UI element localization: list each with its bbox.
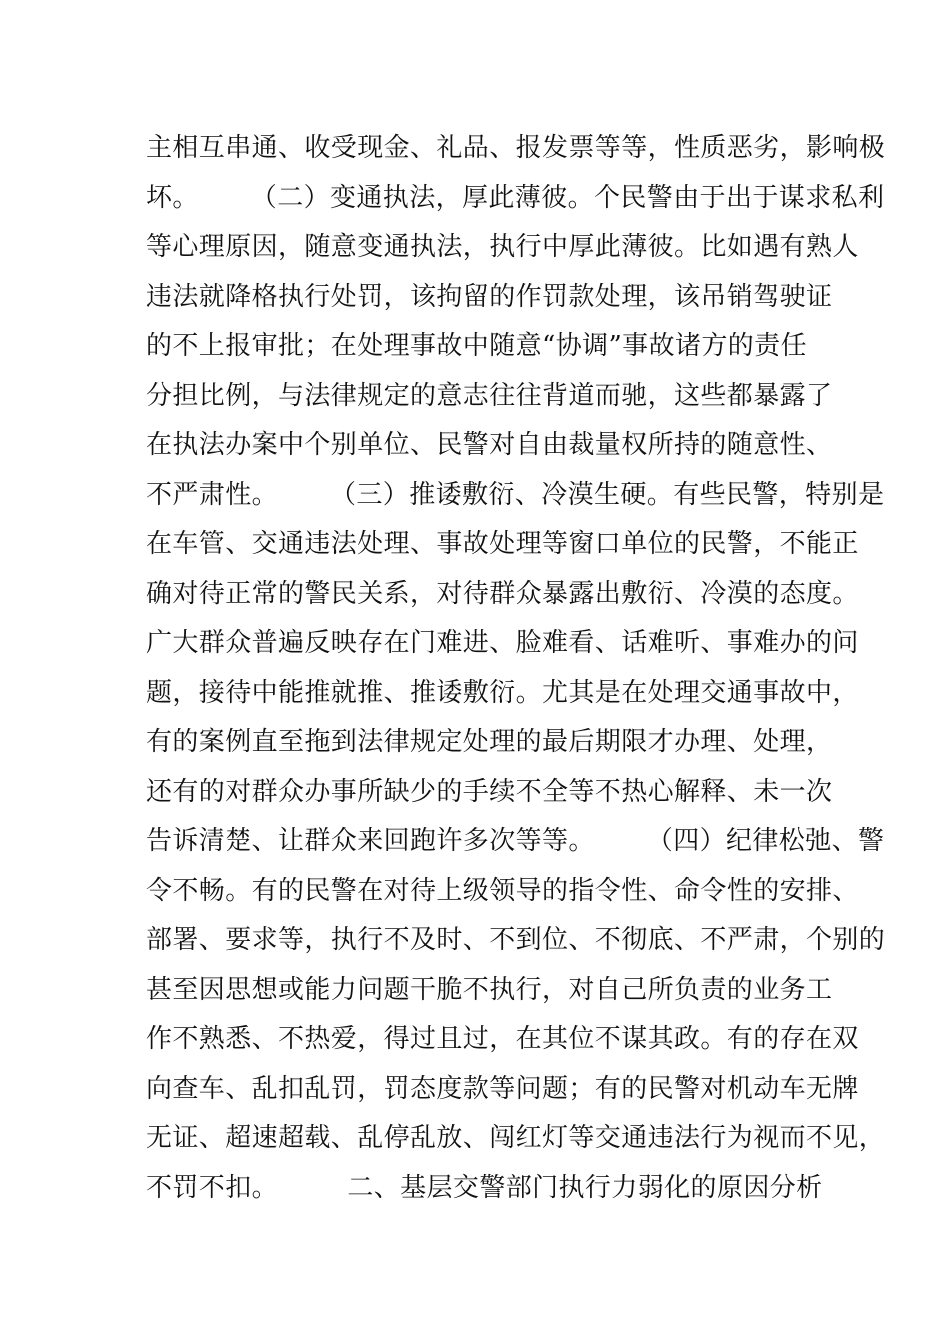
- text-line: 违法就降格执行处罚，该拘留的作罚款处理，该吊销驾驶证: [146, 281, 833, 312]
- text-line: 确对待正常的警民关系，对待群众暴露出敷衍、冷漠的态度。: [146, 578, 859, 609]
- text-line: 在执法办案中个别单位、民警对自由裁量权所持的随意性、: [146, 430, 833, 460]
- text-line: 向查车、乱扣乱罚，罚态度款等问题；有的民警对机动车无牌: [146, 1073, 859, 1104]
- text-line: 不严肃性。 （三）推诿敷衍、冷漠生硬。有些民警，特别是: [146, 479, 885, 510]
- text-line: 坏。 （二）变通执法，厚此薄彼。个民警由于出于谋求私利: [146, 182, 885, 213]
- text-line: 无证、超速超载、乱停乱放、闯红灯等交通违法行为视而不见，: [146, 1123, 886, 1153]
- text-line: 令不畅。有的民警在对待上级领导的指令性、命令性的安排、: [146, 875, 859, 906]
- text-line: 不罚不扣。 二、基层交警部门执行力弱化的原因分析: [146, 1172, 823, 1203]
- text-line: 广大群众普遍反映存在门难进、脸难看、话难听、事难办的问: [146, 628, 859, 658]
- text-line: 主相互串通、收受现金、礼品、报发票等等，性质恶劣，影响极: [146, 133, 886, 163]
- text-line: 等心理原因，随意变通执法，执行中厚此薄彼。比如遇有熟人: [146, 232, 859, 262]
- text-line: 部署、要求等，执行不及时、不到位、不彻底、不严肃，个别的: [146, 925, 886, 955]
- text-line: 在车管、交通违法处理、事故处理等窗口单位的民警，不能正: [146, 529, 859, 559]
- text-line: 甚至因思想或能力问题干脆不执行，对自己所负责的业务工: [146, 974, 833, 1005]
- text-line: 告诉清楚、让群众来回跑许多次等等。 （四）纪律松弛、警: [146, 826, 885, 856]
- text-line: 有的案例直至拖到法律规定处理的最后期限才办理、处理，: [146, 727, 833, 757]
- text-line: 还有的对群众办事所缺少的手续不全等不热心解释、未一次: [146, 776, 833, 807]
- text-line: 分担比例，与法律规定的意志往往背道而驰，这些都暴露了: [146, 380, 833, 411]
- body-text: [146, 124, 886, 1213]
- text-line: 的不上报审批；在处理事故中随意“协调”事故诸方的责任: [146, 331, 807, 361]
- text-line: 作不熟悉、不热爱，得过且过，在其位不谋其政。有的存在双: [146, 1024, 859, 1054]
- text-line: 题，接待中能推就推、推诿敷衍。尤其是在处理交通事故中，: [146, 677, 859, 708]
